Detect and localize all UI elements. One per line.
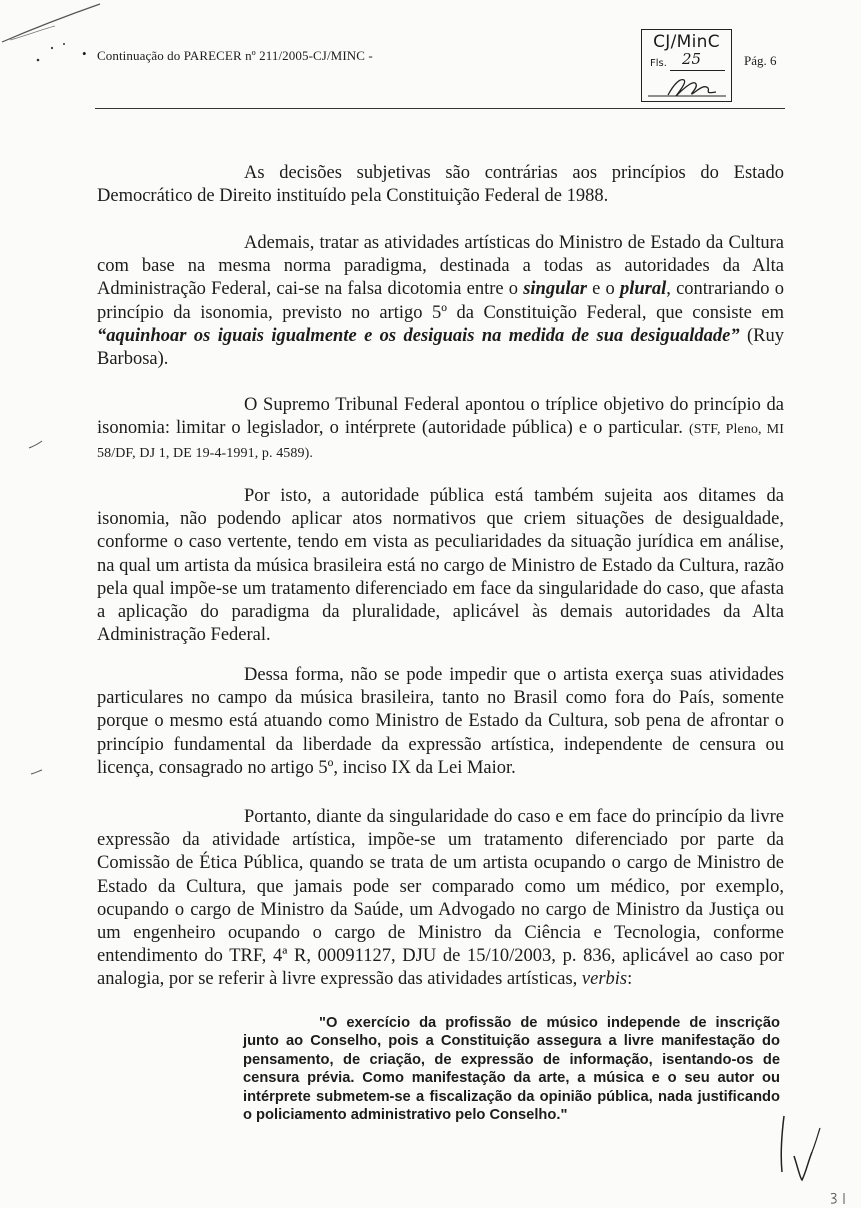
corner-scribble-icon	[0, 0, 120, 80]
paragraph-3	[97, 394, 784, 466]
quote-text: "O exercício da profissão de músico independe de inscrição junto ao Conselho, pois a Constituição assegura a livre manifestação do pensamento, de criação, de expressão de informação, isentando-os de censura prévia. Como manifestação da arte, a música e o seu autor ou intérprete submetem-se a fiscalização da opinião pública, nada justificando o policiamento administrativo pelo Conselho."	[243, 1015, 780, 1124]
paragraph-2	[97, 232, 784, 371]
stamp-sheet-number: 25	[682, 50, 702, 68]
stamp-fls-label: Fls.	[650, 58, 667, 69]
paragraph-text: (STF, Pleno, MI 58/DF, DJ 1, DE 19-4-1991, p. 4589).	[97, 422, 784, 462]
stamp-title: CJ/MinC	[653, 32, 720, 52]
margin-tick-icon	[30, 768, 44, 776]
paragraph-4	[97, 485, 784, 647]
paragraph-text: , contrariando o princípio da isonomia, previsto no artigo 5º da Constituição Federal, que consiste em	[97, 279, 784, 323]
stamp-signature-icon	[646, 74, 728, 100]
paragraph-text: verbis	[581, 969, 628, 990]
page-number: Pág. 6	[744, 53, 777, 68]
paragraph-5	[97, 664, 784, 780]
paragraph-text: Por isto, a autoridade pública está também sujeita aos ditames da isonomia, não podendo aplicar atos normativos que criem situações de desigualdade, conforme o caso vertente, tendo em vista as peculiaridades da situação jurídica em análise, na qual um artista da música brasileira está no cargo de Ministro de Estado da Cultura, razão pela qual impõe-se um tratamento diferenciado em face da singularidade do caso, que afasta a aplicação do paradigma da pluralidade, aplicável às demais autoridades da Alta Administração Federal.	[97, 486, 784, 646]
page-corner-number-icon	[828, 1190, 856, 1206]
paragraph-text: As decisões subjetivas são contrárias aos princípios do Estado Democrático de Direito instituído pela Constituição Federal de 1988.	[97, 163, 784, 207]
header-bullet: •	[82, 46, 87, 61]
paragraph-text: (Ruy Barbosa).	[97, 325, 785, 370]
stamp-underline	[670, 70, 725, 71]
paragraph-text: :	[627, 969, 633, 990]
paragraph-text: e o	[586, 279, 620, 300]
paragraph-text: Ademais, tratar as atividades artísticas do Ministro de Estado da Cultura com base na mesma norma paradigma, destinada a todas as autoridades da Alta Administração Federal, cai-se na falsa dicotomia entre o	[97, 233, 784, 300]
handwritten-initials-icon	[772, 1112, 832, 1188]
paragraph-text: “aquinhoar os iguais igualmente e os desiguais na medida de sua desigualdade”	[97, 325, 740, 346]
paragraph-1	[97, 162, 784, 208]
paragraph-text: singular	[523, 279, 587, 300]
paragraph-text: plural	[619, 279, 667, 300]
paragraph-text: O Supremo Tribunal Federal apontou o tríplice objetivo do princípio da isonomia: limitar o legislador, o intérprete (autoridade pública) e o particular.	[97, 395, 784, 439]
paragraph-text: Dessa forma, não se pode impedir que o artista exerça suas atividades particulares no campo da música brasileira, tanto no Brasil como fora do País, somente porque o mesmo está atuando como Ministro de Estado da Cultura, sob pena de afrontar o princípio fundamental da liberdade da expressão artística, independente de censura ou licença, consagrado no artigo 5º, inciso IX da Lei Maior.	[97, 665, 784, 778]
paragraph-6	[97, 806, 784, 992]
protocol-stamp	[641, 29, 732, 102]
case-law-quote	[243, 1014, 780, 1124]
margin-tick-icon	[28, 440, 44, 450]
header-divider	[95, 108, 785, 109]
paragraph-text: Portanto, diante da singularidade do caso e em face do princípio da livre expressão da atividade artística, impõe-se um tratamento diferenciado por parte da Comissão de Ética Pública, quando se trata de um artista ocupando o cargo de Ministro de Estado da Cultura, que jamais pode ser comparado como um médico, por exemplo, ocupando o cargo de Ministro da Saúde, um Advogado no cargo de Ministro da Justiça ou um engenheiro ocupando o cargo de Ministro da Ciência e Tecnologia, conforme entendimento do TRF, 4ª R, 00091127, DJU de 15/10/2003, p. 836, aplicável ao caso por analogia, por se referir à livre expressão das atividades artísticas,	[97, 807, 784, 990]
header-continuation: Continuação do PARECER nº 211/2005-CJ/MINC -	[97, 48, 373, 63]
